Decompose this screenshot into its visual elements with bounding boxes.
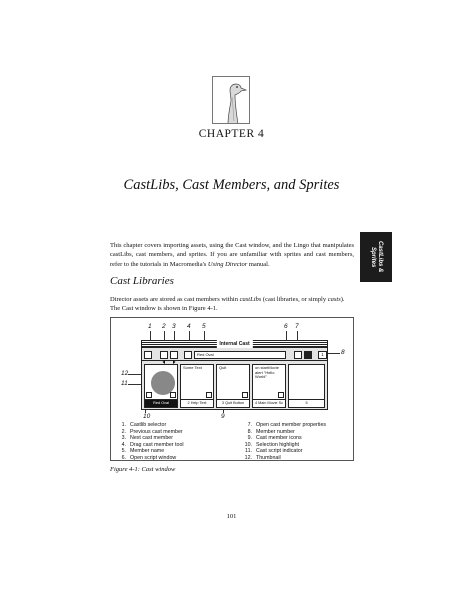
previous-member-icon[interactable] xyxy=(160,351,168,359)
intro-text-1: This chapter covers importing assets, using the Cast window, and the Lingo that manipulates castLibs, cast members, and sprites. If you are unfamiliar with sprites and cast members, refer to the tutorials in Macromedia's xyxy=(110,242,354,268)
using-director-ref: Using Director xyxy=(207,260,248,268)
legend-item: 11. Cast script indicator xyxy=(245,448,303,455)
member-type-icon xyxy=(242,392,248,398)
cast-window-titlebar xyxy=(142,341,327,348)
figure-caption: Figure 4-1: Cast window xyxy=(110,466,176,473)
callout-7: 7 xyxy=(295,323,299,330)
callout-1: 1 xyxy=(148,323,152,330)
legend-item: 4. Drag cast member tool xyxy=(121,441,184,448)
chapter-label: CHAPTER 4 xyxy=(198,128,265,140)
cast-member-label: 5 xyxy=(289,399,324,407)
legend-item: 1. Castlib selector xyxy=(121,422,167,428)
cast-member-label: Red Oval xyxy=(145,399,177,407)
member-name-field[interactable]: Red Oval xyxy=(194,351,286,359)
callout-8: 8 xyxy=(341,349,345,356)
cast-member-label: 3 Quit Button xyxy=(217,399,249,407)
legend-item: 10. Selection highlight xyxy=(244,441,299,448)
castlib-selector-icon[interactable] xyxy=(144,351,152,359)
cast-member-cell[interactable] xyxy=(252,364,286,408)
castlibs-term: castLibs xyxy=(239,296,262,303)
drag-member-icon[interactable] xyxy=(184,351,192,359)
legend-right xyxy=(243,422,326,462)
callout-11: 11 xyxy=(121,380,128,387)
cast-window xyxy=(141,340,328,410)
cast-member-preview: Quit xyxy=(219,365,227,370)
intro-text-2: manual. xyxy=(247,260,270,268)
casts-term: casts xyxy=(327,296,341,303)
cast-member-label: 4 Main Movie Sc xyxy=(254,401,284,405)
cast-member-preview xyxy=(289,365,324,401)
legend-item: 6. Open script window xyxy=(121,454,177,461)
thumb-tab xyxy=(360,232,392,282)
callout-5: 5 xyxy=(202,323,206,330)
legend-item: 5. Member name xyxy=(121,448,165,455)
cast-member-preview: Some Text xyxy=(183,365,202,370)
ostrich-icon xyxy=(213,77,250,124)
chapter-title: CastLibs, Cast Members, and Sprites xyxy=(123,177,340,193)
ostrich-illustration xyxy=(212,76,250,124)
section-text-2: (cast libraries, or simply xyxy=(261,296,328,303)
cast-toolbar xyxy=(142,349,327,361)
cast-script-indicator-icon xyxy=(146,392,152,398)
legend-item: 9. Cast member icons xyxy=(247,435,302,442)
cast-member-cell[interactable] xyxy=(144,364,178,408)
callout-2: 2 xyxy=(162,323,166,330)
callout-10: 10 xyxy=(143,413,151,420)
legend-item: 12. Thumbnail xyxy=(244,454,281,461)
legend-item: 7. Open cast member properties xyxy=(247,422,327,428)
member-type-icon xyxy=(170,392,176,398)
open-script-icon[interactable] xyxy=(294,351,302,359)
page-number: 101 xyxy=(226,513,237,520)
section-heading: Cast Libraries xyxy=(110,275,174,287)
cast-member-cell[interactable] xyxy=(216,364,250,408)
legend-item: 8. Member number xyxy=(247,428,295,435)
figure-4-1 xyxy=(110,317,354,461)
cast-member-label: 2 Help Text xyxy=(181,399,213,407)
cast-member-preview: on startMovie alert "Hello World" xyxy=(255,365,280,379)
intro-paragraph xyxy=(110,241,354,269)
cast-member-cell[interactable] xyxy=(288,364,325,408)
callout-9: 9 xyxy=(221,413,225,420)
thumb-tab-label: CastLibs & Sprites xyxy=(370,241,383,273)
section-paragraph xyxy=(110,295,354,314)
callout-12: 12 xyxy=(121,370,129,377)
legend-item: 3. Next cast member xyxy=(121,435,173,442)
callout-4: 4 xyxy=(187,323,191,330)
member-type-icon xyxy=(278,392,284,398)
section-text-1: Director assets are stored as cast members within xyxy=(110,296,240,303)
callout-6: 6 xyxy=(284,323,288,330)
member-type-icon xyxy=(206,392,212,398)
next-member-icon[interactable] xyxy=(170,351,178,359)
legend-item: 2. Previous cast member xyxy=(121,428,183,435)
member-properties-icon[interactable] xyxy=(304,351,312,359)
cast-window-title: Internal Cast xyxy=(216,340,252,348)
callout-3: 3 xyxy=(172,323,176,330)
legend-left xyxy=(117,422,184,462)
cast-member-cell[interactable] xyxy=(180,364,214,408)
section-text-3: ). The Cast window is shown in Figure 4-1. xyxy=(110,296,345,313)
member-number: 1 xyxy=(318,351,327,359)
